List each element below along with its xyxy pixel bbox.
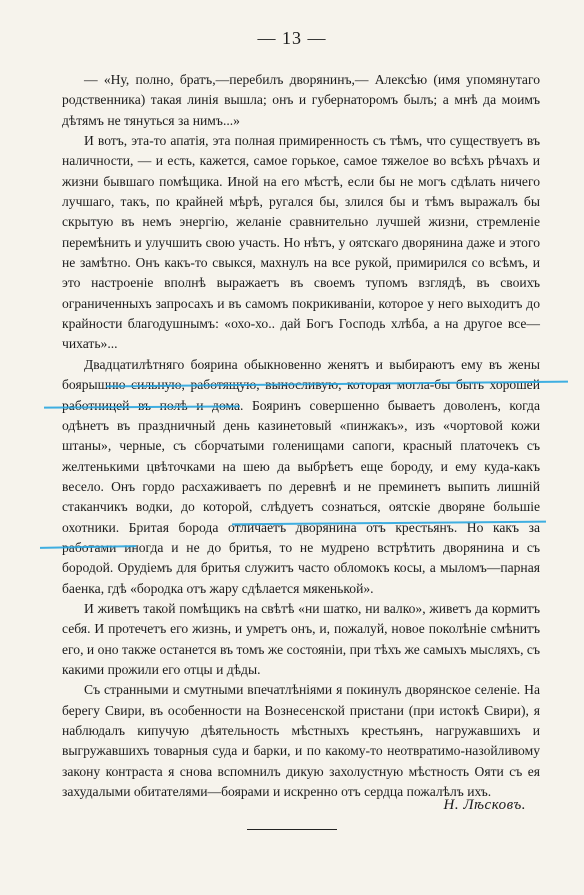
paragraph-2: И вотъ, эта-то апатія, эта полная примиренность съ тѣмъ, что существуетъ въ наличности, — и есть, кажется, самое горькое, самое тяжелое во всѣхъ рѣчахъ и жизни бывшаго помѣщика. Иной на его мѣстѣ, если бы не могъ сдѣлать ничего лучшаго, такъ, по крайней мѣрѣ, ругался бы, злился бы и тѣмъ выражалъ бы скрытую въ немъ энергію, желаніе сравнительно лучшей жизни, стремленіе перемѣнить и улучшить свою участь. Но нѣтъ, у оятскаго дворянина даже и этого не замѣтно. Онъ какъ-то свыкся, махнулъ на все рукой, примирился со всѣмъ, и это настроеніе вполнѣ выражаетъ въ своемъ тупомъ взглядѣ, въ своихъ ограниченныхъ запросахъ и въ самомъ покрикиваніи, которое у него выходитъ до крайности благодушнымъ: «охо-хо.. дай Богъ Господь хлѣба, а на другое все—чихать»... xyxy=(62,133,540,352)
paragraph-1: — «Ну, полно, братъ,—перебилъ дворянинъ,— Алексѣю (имя упомянутаго родственника) такая линія вышла; онъ и губернаторомъ былъ; а мнѣ да моимъ дѣтямъ не тянуться за нимъ...» xyxy=(62,72,540,128)
paragraph-5: Съ странными и смутными впечатлѣніями я покинулъ дворянское селеніе. На берегу Свири, въ особенности на Вознесенской пристани (при истокѣ Свири), я наблюдалъ кипучую дѣятельность мѣстныхъ крестьянъ, нагружавшихъ и выгружавшихъ товарныя суда и барки, и по какому-то неотвратимо-назойливому закону контраста я снова вспомнилъ дикую захолустную мѣстность Ояти съ ея захудалыми обитателями—боярами и искренно отъ сердца пожалѣлъ ихъ. xyxy=(62,682,540,800)
body-text xyxy=(62,70,540,802)
paragraph-4: И живетъ такой помѣщикъ на свѣтѣ «ни шатко, ни валко», живетъ да кормитъ себя. И протечетъ его жизнь, и умретъ онъ, и, пожалуй, новое поколѣніе смѣнитъ его, и оно также останется въ томъ же состояніи, при тѣхъ же самыхъ мысляхъ, съ какими прожили его отцы и дѣды. xyxy=(62,600,540,677)
page-number: — 13 — xyxy=(257,28,327,48)
end-divider xyxy=(247,829,337,830)
paragraph-3: Двадцатилѣтняго боярина обыкновенно женятъ и выбираютъ ему въ жены боярышню сильную, работящую, выносливую, которая могла-бы быть хорошей работницей въ полѣ и дома. Бояринъ совершенно бываетъ доволенъ, когда одѣнетъ въ праздничный день казинетовый «пинжакъ», изъ «чортовой кожи штаны», черные, съ сборчатыми голенищами сапоги, красный платочекъ съ желтенькими цвѣточками на шею да выбрѣетъ еще бороду, и ему куда-какъ весело. Онъ гордо расхаживаетъ по деревнѣ и не преминетъ выпить лишній стаканчикъ водки, до которой, слѣдуетъ сознаться, оятскіе дворяне большіе охотники. Бритая борода отличаетъ дворянина отъ крестьянъ. Но какъ за работами иногда и не до бритья, то не мудрено встрѣтить дворянина и съ бородой. Орудіемъ для бритья служитъ часто обломокъ косы, а мыломъ—парная баенка, гдѣ «бородка отъ жару сдѣлается мякенькой». xyxy=(62,356,540,596)
author-signature: Н. Лѣсковъ. xyxy=(443,797,526,813)
